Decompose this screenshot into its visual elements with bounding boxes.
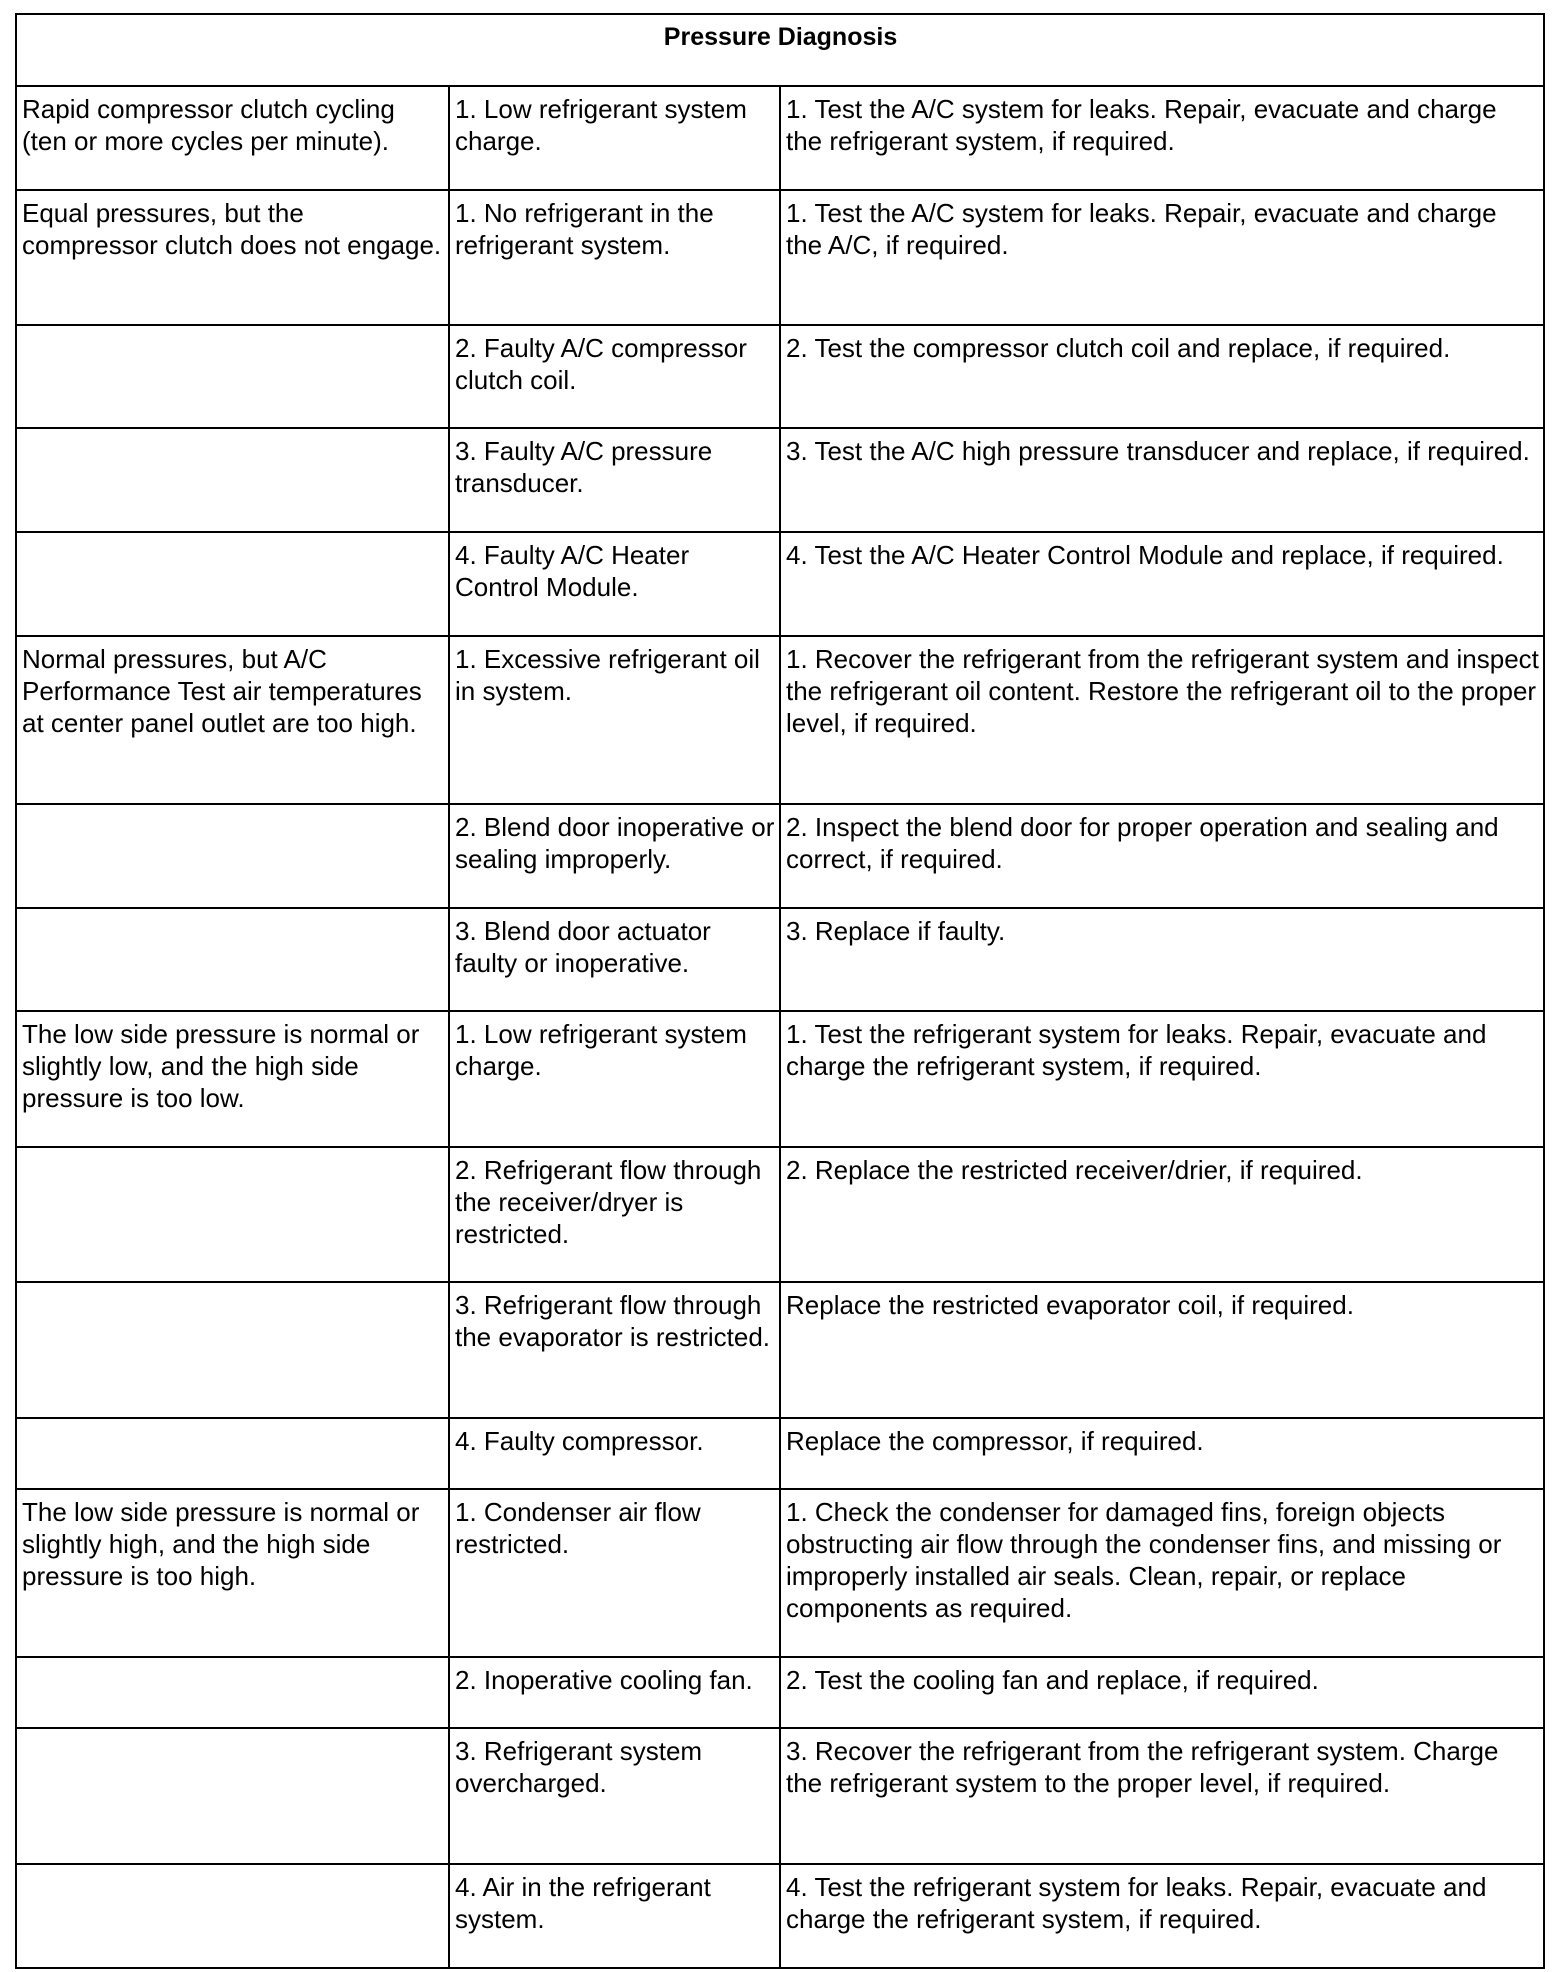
cause-cell: 3. Refrigerant system overcharged. <box>449 1728 780 1864</box>
cause-cell: 2. Faulty A/C compressor clutch coil. <box>449 325 780 428</box>
cause-cell: 2. Blend door inoperative or sealing improperly. <box>449 804 780 908</box>
action-cell: 1. Test the refrigerant system for leaks. Repair, evacuate and charge the refrigerant system, if required. <box>780 1011 1544 1147</box>
action-cell: 2. Inspect the blend door for proper operation and sealing and correct, if required. <box>780 804 1544 908</box>
action-cell: Replace the restricted evaporator coil, if required. <box>780 1282 1544 1418</box>
cause-cell: 3. Blend door actuator faulty or inoperative. <box>449 908 780 1011</box>
condition-cell <box>16 1282 449 1418</box>
cause-cell: 4. Faulty A/C Heater Control Module. <box>449 532 780 636</box>
condition-cell: Normal pressures, but A/C Performance Test air temperatures at center panel outlet are too high. <box>16 636 449 804</box>
condition-cell <box>16 532 449 636</box>
cause-cell: 4. Air in the refrigerant system. <box>449 1864 780 1968</box>
action-cell: 1. Test the A/C system for leaks. Repair, evacuate and charge the refrigerant system, if required. <box>780 86 1544 190</box>
action-cell: Replace the compressor, if required. <box>780 1418 1544 1489</box>
action-cell: 2. Test the cooling fan and replace, if required. <box>780 1657 1544 1728</box>
cause-cell: 2. Inoperative cooling fan. <box>449 1657 780 1728</box>
action-cell: 1. Test the A/C system for leaks. Repair, evacuate and charge the A/C, if required. <box>780 190 1544 325</box>
condition-cell <box>16 1864 449 1968</box>
condition-cell: Equal pressures, but the compressor clutch does not engage. <box>16 190 449 325</box>
table-row <box>16 86 1544 190</box>
condition-cell <box>16 1418 449 1489</box>
action-cell: 4. Test the refrigerant system for leaks. Repair, evacuate and charge the refrigerant system, if required. <box>780 1864 1544 1968</box>
table-row <box>16 908 1544 1011</box>
table-row <box>16 190 1544 325</box>
action-cell: 2. Test the compressor clutch coil and replace, if required. <box>780 325 1544 428</box>
table-row <box>16 804 1544 908</box>
action-cell: 1. Recover the refrigerant from the refrigerant system and inspect the refrigerant oil content. Restore the refrigerant oil to the proper level, if required. <box>780 636 1544 804</box>
table-title-row <box>16 14 1544 86</box>
condition-cell <box>16 1728 449 1864</box>
action-cell: 3. Replace if faulty. <box>780 908 1544 1011</box>
table-row <box>16 532 1544 636</box>
pressure-diagnosis-table <box>15 13 1545 1969</box>
table-title: Pressure Diagnosis <box>16 14 1544 86</box>
table-row <box>16 325 1544 428</box>
action-cell: 3. Recover the refrigerant from the refrigerant system. Charge the refrigerant system to the proper level, if required. <box>780 1728 1544 1864</box>
condition-cell: The low side pressure is normal or slightly high, and the high side pressure is too high. <box>16 1489 449 1657</box>
condition-cell <box>16 325 449 428</box>
cause-cell: 4. Faulty compressor. <box>449 1418 780 1489</box>
action-cell: 2. Replace the restricted receiver/drier, if required. <box>780 1147 1544 1282</box>
table-row <box>16 428 1544 532</box>
cause-cell: 1. Condenser air flow restricted. <box>449 1489 780 1657</box>
cause-cell: 3. Refrigerant flow through the evaporator is restricted. <box>449 1282 780 1418</box>
condition-cell <box>16 428 449 532</box>
table-row <box>16 1147 1544 1282</box>
table-row <box>16 636 1544 804</box>
condition-cell: Rapid compressor clutch cycling (ten or more cycles per minute). <box>16 86 449 190</box>
action-cell: 1. Check the condenser for damaged fins, foreign objects obstructing air flow through the condenser fins, and missing or improperly installed air seals. Clean, repair, or replace components as required. <box>780 1489 1544 1657</box>
cause-cell: 1. Low refrigerant system charge. <box>449 86 780 190</box>
action-cell: 3. Test the A/C high pressure transducer and replace, if required. <box>780 428 1544 532</box>
cause-cell: 1. No refrigerant in the refrigerant system. <box>449 190 780 325</box>
action-cell: 4. Test the A/C Heater Control Module and replace, if required. <box>780 532 1544 636</box>
cause-cell: 1. Low refrigerant system charge. <box>449 1011 780 1147</box>
condition-cell <box>16 908 449 1011</box>
condition-cell <box>16 1147 449 1282</box>
table-row <box>16 1657 1544 1728</box>
condition-cell <box>16 1657 449 1728</box>
table-row <box>16 1418 1544 1489</box>
condition-cell <box>16 804 449 908</box>
table-row <box>16 1282 1544 1418</box>
table-row <box>16 1864 1544 1968</box>
condition-cell: The low side pressure is normal or slightly low, and the high side pressure is too low. <box>16 1011 449 1147</box>
cause-cell: 3. Faulty A/C pressure transducer. <box>449 428 780 532</box>
table-row <box>16 1011 1544 1147</box>
cause-cell: 2. Refrigerant flow through the receiver/dryer is restricted. <box>449 1147 780 1282</box>
table-row <box>16 1728 1544 1864</box>
table-row <box>16 1489 1544 1657</box>
cause-cell: 1. Excessive refrigerant oil in system. <box>449 636 780 804</box>
